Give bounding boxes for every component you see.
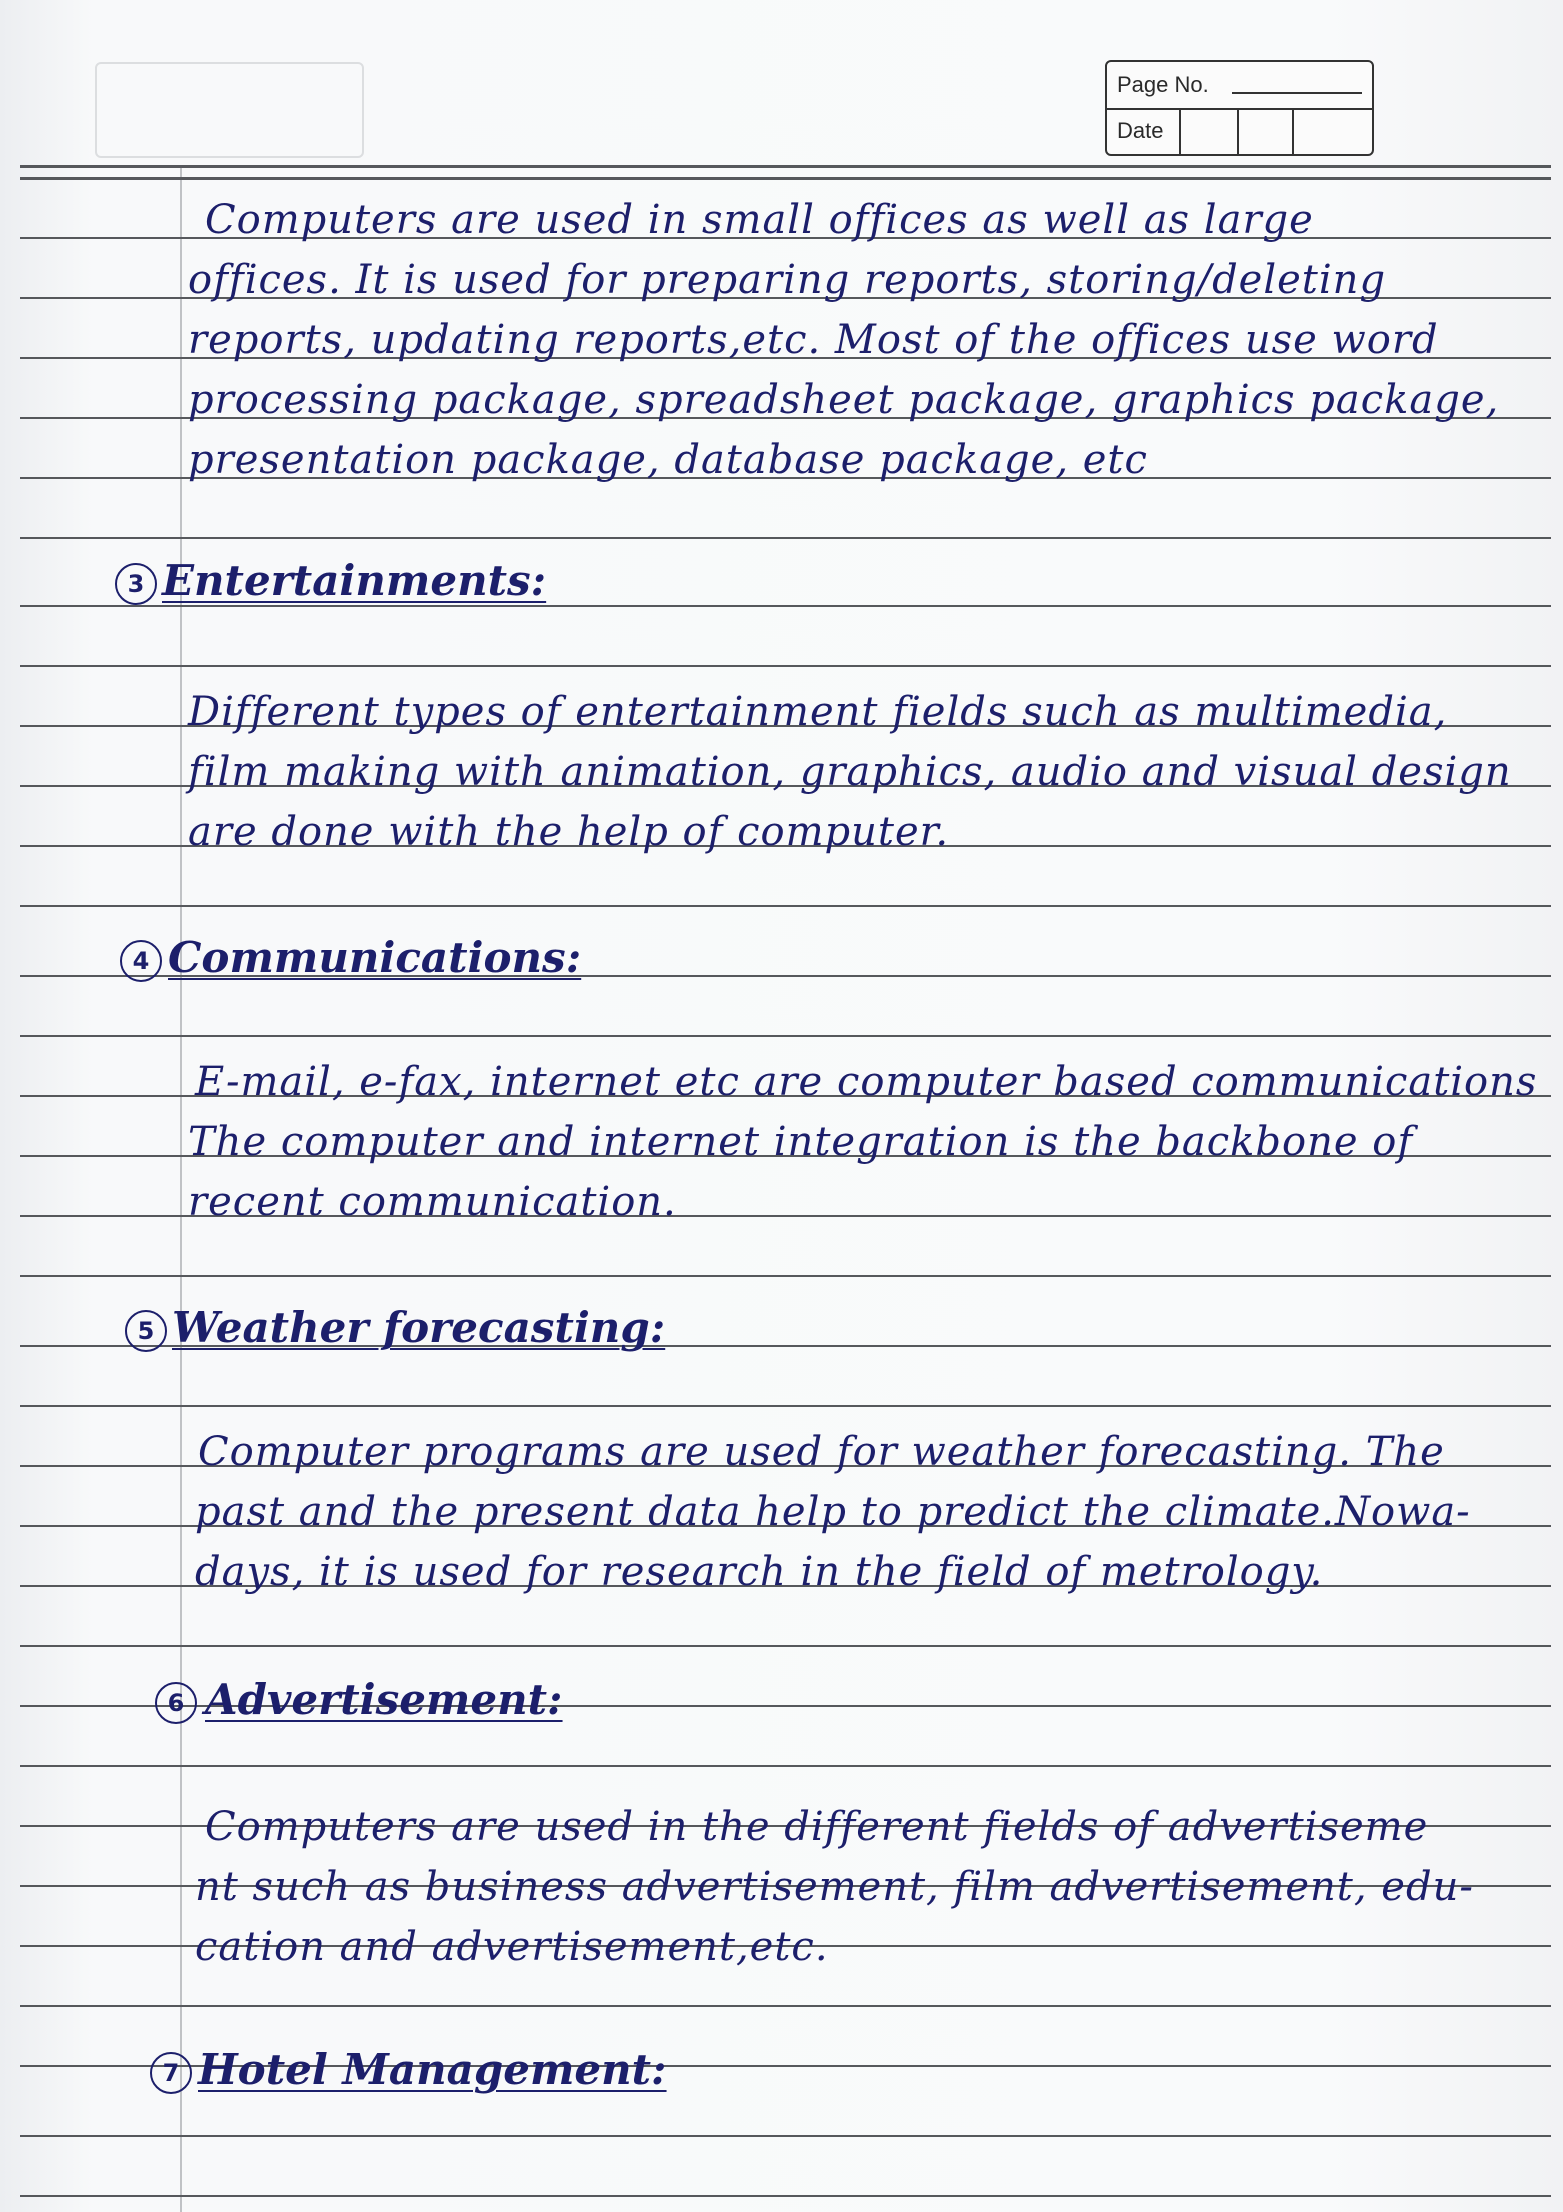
intro-line: offices. It is used for preparing reports, storing/deleting xyxy=(188,257,1387,303)
date-row xyxy=(1107,108,1372,154)
ruled-line xyxy=(20,1405,1551,1407)
section-heading: Hotel Management: xyxy=(198,2045,667,2094)
intro-line: Computers are used in small offices as well as large xyxy=(205,197,1314,243)
section-line: Computer programs are used for weather forecasting. The xyxy=(198,1429,1445,1475)
page-no-label: Page No. xyxy=(1117,72,1209,97)
intro-line: presentation package, database package, etc xyxy=(188,437,1148,483)
section-number-badge: 6 xyxy=(155,1682,197,1724)
margin-line xyxy=(180,165,182,2212)
section-line: nt such as business advertisement, film advertisement, edu- xyxy=(195,1864,1474,1910)
section-number-badge: 4 xyxy=(120,940,162,982)
section-number-badge: 7 xyxy=(150,2052,192,2094)
section-line: film making with animation, graphics, audio and visual design xyxy=(188,749,1512,795)
ruled-line xyxy=(20,1645,1551,1647)
section-number-badge: 3 xyxy=(115,563,157,605)
section-line: Computers are used in the different fields of advertiseme xyxy=(205,1804,1429,1850)
intro-line: reports, updating reports,etc. Most of the offices use word xyxy=(188,317,1439,363)
ruled-line xyxy=(20,177,1551,180)
date-divider xyxy=(1237,108,1239,154)
section-heading: Communications: xyxy=(168,933,582,982)
ruled-line xyxy=(20,2195,1551,2197)
section-heading: Weather forecasting: xyxy=(172,1303,666,1352)
section-line: The computer and internet integration is the backbone of xyxy=(188,1119,1414,1165)
section-heading: Advertisement: xyxy=(205,1675,563,1724)
page-no-row xyxy=(1107,62,1372,110)
ruled-line xyxy=(20,665,1551,667)
ruled-line xyxy=(20,1275,1551,1277)
section-line: Different types of entertainment fields such as multimedia, xyxy=(188,689,1448,735)
ruled-line xyxy=(20,905,1551,907)
date-divider xyxy=(1292,108,1294,154)
section-number-badge: 5 xyxy=(125,1310,167,1352)
page-no-blank xyxy=(1232,92,1362,94)
ghost-header-box xyxy=(95,62,364,158)
section-heading: Entertainments: xyxy=(162,556,547,605)
ruled-line xyxy=(20,1765,1551,1767)
section-line: cation and advertisement,etc. xyxy=(195,1924,829,1970)
ruled-line xyxy=(20,1035,1551,1037)
ruled-line xyxy=(20,165,1551,168)
ruled-line xyxy=(20,2135,1551,2137)
ruled-line xyxy=(20,2005,1551,2007)
section-line: are done with the help of computer. xyxy=(188,809,950,855)
section-line: E-mail, e-fax, internet etc are computer based communications xyxy=(195,1059,1538,1105)
date-label: Date xyxy=(1117,118,1164,143)
date-divider xyxy=(1179,108,1181,154)
ruled-line xyxy=(20,537,1551,539)
section-line: past and the present data help to predict the climate.Nowa- xyxy=(195,1489,1471,1535)
ruled-line xyxy=(20,605,1551,607)
page-header-box xyxy=(1105,60,1374,156)
intro-line: processing package, spreadsheet package, graphics package, xyxy=(188,377,1500,423)
section-line: recent communication. xyxy=(188,1179,677,1225)
section-line: days, it is used for research in the field of metrology. xyxy=(195,1549,1324,1595)
